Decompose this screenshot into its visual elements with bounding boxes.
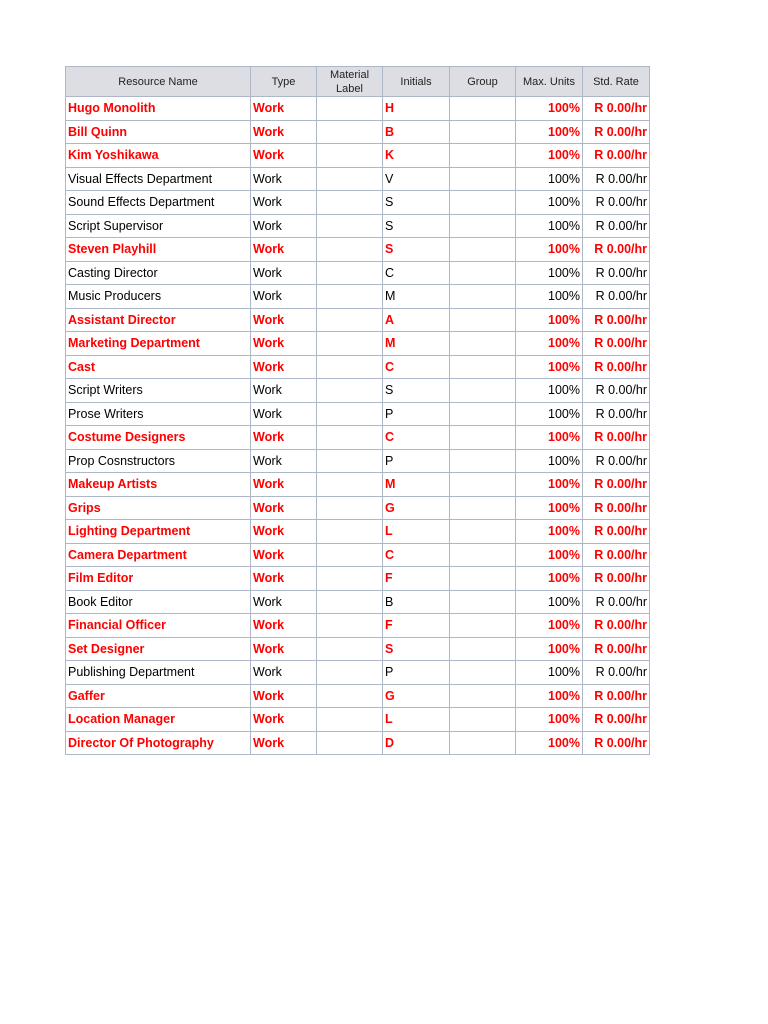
column-header-group[interactable]: Group	[450, 67, 516, 97]
resource-name-cell[interactable]: Music Producers	[66, 285, 251, 309]
table-row[interactable]	[66, 731, 650, 755]
type-cell[interactable]: Work	[251, 567, 317, 591]
type-cell[interactable]: Work	[251, 261, 317, 285]
group-cell[interactable]	[450, 661, 516, 685]
resource-name-cell[interactable]: Steven Playhill	[66, 238, 251, 262]
resource-name-cell[interactable]: Visual Effects Department	[66, 167, 251, 191]
table-row[interactable]	[66, 637, 650, 661]
std-rate-cell[interactable]: R 0.00/hr	[583, 144, 650, 168]
std-rate-cell[interactable]: R 0.00/hr	[583, 402, 650, 426]
std-rate-cell[interactable]: R 0.00/hr	[583, 567, 650, 591]
material-label-cell[interactable]	[317, 684, 383, 708]
max-units-cell[interactable]: 100%	[516, 238, 583, 262]
type-cell[interactable]: Work	[251, 355, 317, 379]
max-units-cell[interactable]: 100%	[516, 261, 583, 285]
std-rate-cell[interactable]: R 0.00/hr	[583, 449, 650, 473]
max-units-cell[interactable]: 100%	[516, 614, 583, 638]
std-rate-cell[interactable]: R 0.00/hr	[583, 684, 650, 708]
material-label-cell[interactable]	[317, 731, 383, 755]
group-cell[interactable]	[450, 238, 516, 262]
resource-name-cell[interactable]: Set Designer	[66, 637, 251, 661]
resource-name-cell[interactable]: Makeup Artists	[66, 473, 251, 497]
initials-cell[interactable]: M	[383, 285, 450, 309]
resource-name-cell[interactable]: Cast	[66, 355, 251, 379]
group-cell[interactable]	[450, 144, 516, 168]
table-row[interactable]	[66, 708, 650, 732]
table-row[interactable]	[66, 543, 650, 567]
initials-cell[interactable]: G	[383, 496, 450, 520]
resource-name-cell[interactable]: Kim Yoshikawa	[66, 144, 251, 168]
column-header-resource-name[interactable]: Resource Name	[66, 67, 251, 97]
resource-name-cell[interactable]: Assistant Director	[66, 308, 251, 332]
material-label-cell[interactable]	[317, 214, 383, 238]
group-cell[interactable]	[450, 731, 516, 755]
resource-name-cell[interactable]: Prose Writers	[66, 402, 251, 426]
initials-cell[interactable]: P	[383, 402, 450, 426]
max-units-cell[interactable]: 100%	[516, 308, 583, 332]
max-units-cell[interactable]: 100%	[516, 332, 583, 356]
material-label-cell[interactable]	[317, 402, 383, 426]
resource-name-cell[interactable]: Book Editor	[66, 590, 251, 614]
column-header-initials[interactable]: Initials	[383, 67, 450, 97]
std-rate-cell[interactable]: R 0.00/hr	[583, 355, 650, 379]
table-row[interactable]	[66, 590, 650, 614]
type-cell[interactable]: Work	[251, 520, 317, 544]
max-units-cell[interactable]: 100%	[516, 355, 583, 379]
std-rate-cell[interactable]: R 0.00/hr	[583, 167, 650, 191]
std-rate-cell[interactable]: R 0.00/hr	[583, 379, 650, 403]
initials-cell[interactable]: F	[383, 567, 450, 591]
type-cell[interactable]: Work	[251, 285, 317, 309]
table-row[interactable]	[66, 520, 650, 544]
table-row[interactable]	[66, 449, 650, 473]
type-cell[interactable]: Work	[251, 543, 317, 567]
initials-cell[interactable]: L	[383, 520, 450, 544]
table-row[interactable]	[66, 120, 650, 144]
column-header-material-label[interactable]: Material Label	[317, 67, 383, 97]
std-rate-cell[interactable]: R 0.00/hr	[583, 285, 650, 309]
resource-name-cell[interactable]: Director Of Photography	[66, 731, 251, 755]
std-rate-cell[interactable]: R 0.00/hr	[583, 661, 650, 685]
resource-name-cell[interactable]: Publishing Department	[66, 661, 251, 685]
group-cell[interactable]	[450, 426, 516, 450]
type-cell[interactable]: Work	[251, 731, 317, 755]
type-cell[interactable]: Work	[251, 144, 317, 168]
initials-cell[interactable]: S	[383, 379, 450, 403]
initials-cell[interactable]: P	[383, 449, 450, 473]
max-units-cell[interactable]: 100%	[516, 590, 583, 614]
max-units-cell[interactable]: 100%	[516, 708, 583, 732]
initials-cell[interactable]: K	[383, 144, 450, 168]
group-cell[interactable]	[450, 355, 516, 379]
material-label-cell[interactable]	[317, 238, 383, 262]
material-label-cell[interactable]	[317, 449, 383, 473]
group-cell[interactable]	[450, 308, 516, 332]
type-cell[interactable]: Work	[251, 97, 317, 121]
table-row[interactable]	[66, 144, 650, 168]
column-header-std-rate[interactable]: Std. Rate	[583, 67, 650, 97]
header-row	[66, 67, 650, 97]
std-rate-cell[interactable]: R 0.00/hr	[583, 590, 650, 614]
initials-cell[interactable]: S	[383, 214, 450, 238]
resource-name-cell[interactable]: Hugo Monolith	[66, 97, 251, 121]
group-cell[interactable]	[450, 97, 516, 121]
std-rate-cell[interactable]: R 0.00/hr	[583, 543, 650, 567]
resource-name-cell[interactable]: Bill Quinn	[66, 120, 251, 144]
resource-name-cell[interactable]: Lighting Department	[66, 520, 251, 544]
table-row[interactable]	[66, 261, 650, 285]
max-units-cell[interactable]: 100%	[516, 144, 583, 168]
max-units-cell[interactable]: 100%	[516, 167, 583, 191]
std-rate-cell[interactable]: R 0.00/hr	[583, 473, 650, 497]
table-row[interactable]	[66, 167, 650, 191]
initials-cell[interactable]: S	[383, 191, 450, 215]
material-label-cell[interactable]	[317, 590, 383, 614]
max-units-cell[interactable]: 100%	[516, 120, 583, 144]
initials-cell[interactable]: M	[383, 332, 450, 356]
resource-name-cell[interactable]: Financial Officer	[66, 614, 251, 638]
max-units-cell[interactable]: 100%	[516, 684, 583, 708]
type-cell[interactable]: Work	[251, 590, 317, 614]
type-cell[interactable]: Work	[251, 379, 317, 403]
table-row[interactable]	[66, 684, 650, 708]
material-label-cell[interactable]	[317, 637, 383, 661]
group-cell[interactable]	[450, 473, 516, 497]
resource-name-cell[interactable]: Script Writers	[66, 379, 251, 403]
std-rate-cell[interactable]: R 0.00/hr	[583, 708, 650, 732]
group-cell[interactable]	[450, 191, 516, 215]
max-units-cell[interactable]: 100%	[516, 97, 583, 121]
material-label-cell[interactable]	[317, 261, 383, 285]
max-units-cell[interactable]: 100%	[516, 496, 583, 520]
resource-name-cell[interactable]: Gaffer	[66, 684, 251, 708]
table-row[interactable]	[66, 614, 650, 638]
initials-cell[interactable]: B	[383, 120, 450, 144]
std-rate-cell[interactable]: R 0.00/hr	[583, 261, 650, 285]
type-cell[interactable]: Work	[251, 708, 317, 732]
std-rate-cell[interactable]: R 0.00/hr	[583, 191, 650, 215]
group-cell[interactable]	[450, 520, 516, 544]
initials-cell[interactable]: P	[383, 661, 450, 685]
resource-name-cell[interactable]: Script Supervisor	[66, 214, 251, 238]
initials-cell[interactable]: S	[383, 637, 450, 661]
group-cell[interactable]	[450, 167, 516, 191]
std-rate-cell[interactable]: R 0.00/hr	[583, 426, 650, 450]
initials-cell[interactable]: H	[383, 97, 450, 121]
group-cell[interactable]	[450, 708, 516, 732]
group-cell[interactable]	[450, 567, 516, 591]
std-rate-cell[interactable]: R 0.00/hr	[583, 520, 650, 544]
initials-cell[interactable]: D	[383, 731, 450, 755]
type-cell[interactable]: Work	[251, 238, 317, 262]
material-label-cell[interactable]	[317, 144, 383, 168]
group-cell[interactable]	[450, 614, 516, 638]
resource-name-cell[interactable]: Casting Director	[66, 261, 251, 285]
type-cell[interactable]: Work	[251, 614, 317, 638]
type-cell[interactable]: Work	[251, 426, 317, 450]
type-cell[interactable]: Work	[251, 661, 317, 685]
table-row[interactable]	[66, 426, 650, 450]
max-units-cell[interactable]: 100%	[516, 426, 583, 450]
table-row[interactable]	[66, 285, 650, 309]
material-label-cell[interactable]	[317, 496, 383, 520]
material-label-cell[interactable]	[317, 543, 383, 567]
material-label-cell[interactable]	[317, 567, 383, 591]
max-units-cell[interactable]: 100%	[516, 567, 583, 591]
material-label-cell[interactable]	[317, 379, 383, 403]
initials-cell[interactable]: C	[383, 543, 450, 567]
table-row[interactable]	[66, 238, 650, 262]
material-label-cell[interactable]	[317, 614, 383, 638]
table-row[interactable]	[66, 191, 650, 215]
table-row[interactable]	[66, 97, 650, 121]
max-units-cell[interactable]: 100%	[516, 473, 583, 497]
initials-cell[interactable]: G	[383, 684, 450, 708]
material-label-cell[interactable]	[317, 473, 383, 497]
group-cell[interactable]	[450, 379, 516, 403]
std-rate-cell[interactable]: R 0.00/hr	[583, 496, 650, 520]
type-cell[interactable]: Work	[251, 496, 317, 520]
max-units-cell[interactable]: 100%	[516, 191, 583, 215]
group-cell[interactable]	[450, 261, 516, 285]
type-cell[interactable]: Work	[251, 684, 317, 708]
std-rate-cell[interactable]: R 0.00/hr	[583, 214, 650, 238]
material-label-cell[interactable]	[317, 355, 383, 379]
material-label-cell[interactable]	[317, 661, 383, 685]
type-cell[interactable]: Work	[251, 449, 317, 473]
std-rate-cell[interactable]: R 0.00/hr	[583, 614, 650, 638]
material-label-cell[interactable]	[317, 97, 383, 121]
column-header-type[interactable]: Type	[251, 67, 317, 97]
type-cell[interactable]: Work	[251, 120, 317, 144]
group-cell[interactable]	[450, 402, 516, 426]
table-row[interactable]	[66, 332, 650, 356]
material-label-cell[interactable]	[317, 520, 383, 544]
max-units-cell[interactable]: 100%	[516, 449, 583, 473]
max-units-cell[interactable]: 100%	[516, 637, 583, 661]
initials-cell[interactable]: C	[383, 355, 450, 379]
group-cell[interactable]	[450, 496, 516, 520]
material-label-cell[interactable]	[317, 191, 383, 215]
table-row[interactable]	[66, 496, 650, 520]
material-label-cell[interactable]	[317, 120, 383, 144]
table-row[interactable]	[66, 355, 650, 379]
std-rate-cell[interactable]: R 0.00/hr	[583, 120, 650, 144]
max-units-cell[interactable]: 100%	[516, 402, 583, 426]
group-cell[interactable]	[450, 590, 516, 614]
group-cell[interactable]	[450, 543, 516, 567]
group-cell[interactable]	[450, 332, 516, 356]
table-row[interactable]	[66, 402, 650, 426]
group-cell[interactable]	[450, 285, 516, 309]
type-cell[interactable]: Work	[251, 214, 317, 238]
material-label-cell[interactable]	[317, 426, 383, 450]
group-cell[interactable]	[450, 120, 516, 144]
max-units-cell[interactable]: 100%	[516, 520, 583, 544]
resource-name-cell[interactable]: Location Manager	[66, 708, 251, 732]
column-header-max-units[interactable]: Max. Units	[516, 67, 583, 97]
resource-name-cell[interactable]: Film Editor	[66, 567, 251, 591]
table-row[interactable]	[66, 567, 650, 591]
std-rate-cell[interactable]: R 0.00/hr	[583, 332, 650, 356]
material-label-cell[interactable]	[317, 285, 383, 309]
initials-cell[interactable]: S	[383, 238, 450, 262]
max-units-cell[interactable]: 100%	[516, 543, 583, 567]
resource-name-cell[interactable]: Marketing Department	[66, 332, 251, 356]
max-units-cell[interactable]: 100%	[516, 661, 583, 685]
max-units-cell[interactable]: 100%	[516, 214, 583, 238]
type-cell[interactable]: Work	[251, 473, 317, 497]
material-label-cell[interactable]	[317, 708, 383, 732]
max-units-cell[interactable]: 100%	[516, 731, 583, 755]
initials-cell[interactable]: V	[383, 167, 450, 191]
std-rate-cell[interactable]: R 0.00/hr	[583, 97, 650, 121]
table-row[interactable]	[66, 308, 650, 332]
initials-cell[interactable]: B	[383, 590, 450, 614]
material-label-cell[interactable]	[317, 308, 383, 332]
resource-name-cell[interactable]: Camera Department	[66, 543, 251, 567]
type-cell[interactable]: Work	[251, 167, 317, 191]
max-units-cell[interactable]: 100%	[516, 285, 583, 309]
type-cell[interactable]: Work	[251, 332, 317, 356]
table-row[interactable]	[66, 214, 650, 238]
initials-cell[interactable]: F	[383, 614, 450, 638]
resource-name-cell[interactable]: Prop Cosnstructors	[66, 449, 251, 473]
resource-name-cell[interactable]: Costume Designers	[66, 426, 251, 450]
resource-name-cell[interactable]: Grips	[66, 496, 251, 520]
group-cell[interactable]	[450, 214, 516, 238]
table-row[interactable]	[66, 661, 650, 685]
table-row[interactable]	[66, 473, 650, 497]
initials-cell[interactable]: L	[383, 708, 450, 732]
type-cell[interactable]: Work	[251, 402, 317, 426]
table-row[interactable]	[66, 379, 650, 403]
std-rate-cell[interactable]: R 0.00/hr	[583, 238, 650, 262]
type-cell[interactable]: Work	[251, 637, 317, 661]
initials-cell[interactable]: C	[383, 261, 450, 285]
initials-cell[interactable]: M	[383, 473, 450, 497]
group-cell[interactable]	[450, 449, 516, 473]
resource-sheet-table	[65, 66, 650, 755]
group-cell[interactable]	[450, 637, 516, 661]
group-cell[interactable]	[450, 684, 516, 708]
std-rate-cell[interactable]: R 0.00/hr	[583, 731, 650, 755]
initials-cell[interactable]: C	[383, 426, 450, 450]
material-label-cell[interactable]	[317, 167, 383, 191]
max-units-cell[interactable]: 100%	[516, 379, 583, 403]
resource-name-cell[interactable]: Sound Effects Department	[66, 191, 251, 215]
material-label-cell[interactable]	[317, 332, 383, 356]
std-rate-cell[interactable]: R 0.00/hr	[583, 637, 650, 661]
table-body	[66, 97, 650, 755]
std-rate-cell[interactable]: R 0.00/hr	[583, 308, 650, 332]
initials-cell[interactable]: A	[383, 308, 450, 332]
type-cell[interactable]: Work	[251, 191, 317, 215]
type-cell[interactable]: Work	[251, 308, 317, 332]
